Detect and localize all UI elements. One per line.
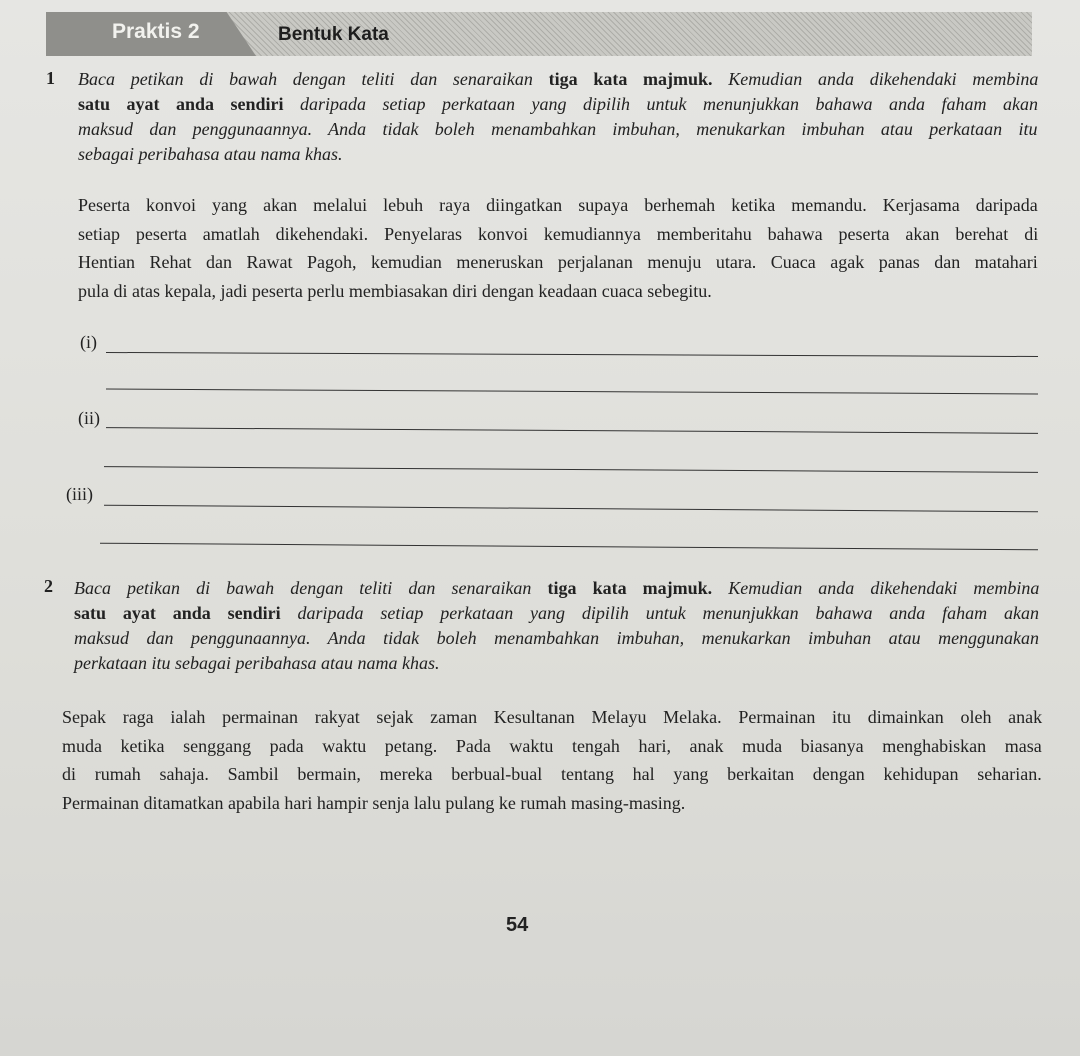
instruction-text: sebagai peribahasa atau nama khas. <box>78 144 343 164</box>
question-2-passage-line: di rumah sahaja. Sambil bermain, mereka berbual-bual tentang hal yang berkaitan dengan kehidupan seharian. <box>62 764 1042 784</box>
question-1-passage-line: pula di atas kepala, jadi peserta perlu membiasakan diri dengan keadaan cuaca sebegitu. <box>78 280 712 301</box>
question-2-passage <box>62 703 1042 817</box>
answer-line[interactable] <box>104 505 1038 513</box>
answer-label-i: (i) <box>80 332 97 352</box>
question-1-instruction-line <box>78 92 1038 117</box>
instruction-text: Baca petikan di bawah dengan teliti dan senaraikan <box>78 69 549 89</box>
answer-line[interactable] <box>106 389 1038 395</box>
question-2-instruction-line <box>74 601 1039 626</box>
question-1-instruction-line <box>78 142 1038 167</box>
answer-line[interactable] <box>104 466 1038 473</box>
question-2-instruction-line <box>74 651 1039 676</box>
question-1-number: 1 <box>46 68 55 88</box>
question-1-passage-line: Peserta konvoi yang akan melalui lebuh raya diingatkan supaya berhemah ketika memandu. Kerjasama daripada <box>78 195 1038 215</box>
question-1-instruction <box>78 67 1038 167</box>
instruction-text: daripada setiap perkataan yang dipilih untuk menunjukkan bahawa anda faham akan <box>283 94 1038 114</box>
answer-line[interactable] <box>106 352 1038 357</box>
question-1-passage-line: setiap peserta amatlah dikehendaki. Penyelaras konvoi kemudiannya memberitahu bahawa peserta akan berehat di <box>78 223 1039 244</box>
instruction-text: Kemudian anda dikehendaki membina <box>712 69 1039 89</box>
question-2-instruction-line <box>74 576 1039 601</box>
instruction-text: maksud dan penggunaannya. Anda tidak boleh menambahkan imbuhan, menukarkan imbuhan atau menggunakan <box>74 628 1040 648</box>
answer-label-iii: (iii) <box>66 484 93 504</box>
topic-label: Bentuk Kata <box>278 24 389 45</box>
instruction-text: Baca petikan di bawah dengan teliti dan senaraikan <box>74 578 548 598</box>
instruction-text: daripada setiap perkataan yang dipilih untuk menunjukkan bahawa anda faham akan <box>280 603 1040 623</box>
question-2-number: 2 <box>44 576 53 596</box>
question-2-instruction-line <box>74 626 1039 651</box>
question-1-passage <box>78 191 1038 305</box>
question-2-passage-line: muda ketika senggang pada waktu petang. Pada waktu tengah hari, anak muda biasanya menghabiskan masa <box>62 735 1042 756</box>
instruction-text: maksud dan penggunaannya. Anda tidak boleh menambahkan imbuhan, menukarkan imbuhan atau perkataan itu <box>78 119 1038 139</box>
instruction-text: Kemudian anda dikehendaki membina <box>712 578 1040 598</box>
question-1-instruction-line <box>78 67 1038 92</box>
answer-line[interactable] <box>106 427 1038 434</box>
answer-label-ii: (ii) <box>78 408 100 428</box>
question-2-instruction <box>74 576 1039 676</box>
question-2-passage-line: Sepak raga ialah permainan rakyat sejak zaman Kesultanan Melayu Melaka. Permainan itu dimainkan oleh anak <box>62 707 1043 727</box>
instruction-text: perkataan itu sebagai peribahasa atau nama khas. <box>74 653 440 673</box>
instruction-emphasis: satu ayat anda sendiri <box>78 94 284 114</box>
section-label: Praktis 2 <box>112 20 200 43</box>
instruction-emphasis: tiga kata majmuk. <box>548 69 713 89</box>
question-1-instruction-line <box>78 117 1038 142</box>
instruction-emphasis: satu ayat anda sendiri <box>74 603 281 623</box>
answer-line[interactable] <box>100 543 1038 551</box>
page-number: 54 <box>506 914 529 936</box>
question-1-passage-line: Hentian Rehat dan Rawat Pagoh, kemudian meneruskan perjalanan menuju utara. Cuaca agak panas dan matahari <box>78 252 1038 272</box>
question-2-passage-line: Permainan ditamatkan apabila hari hampir senja lalu pulang ke rumah masing-masing. <box>62 792 686 813</box>
instruction-emphasis: tiga kata majmuk. <box>547 578 713 598</box>
